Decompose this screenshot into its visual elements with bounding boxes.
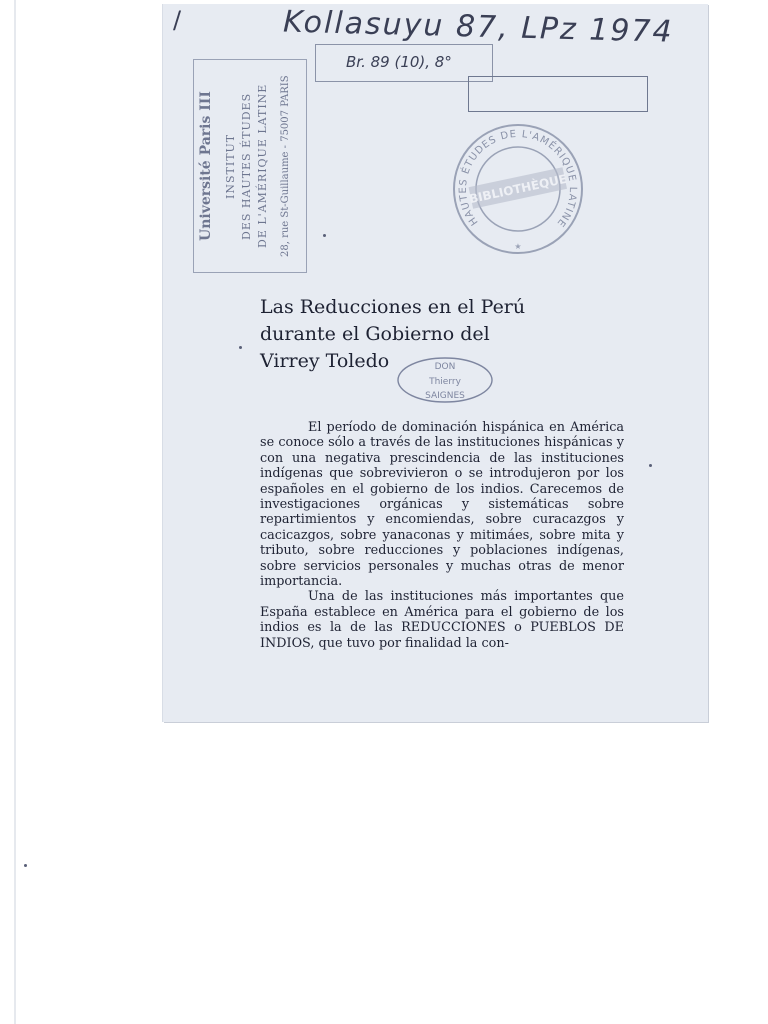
svg-text:★: ★ [514,242,522,251]
round-stamp-ring-text: HAUTES ÉTUDES DE L'AMÉRIQUE LATINE [457,128,579,230]
scan-edge-line [14,0,16,1024]
paragraph-2: Una de las instituciones más importantes que España establece en América para el gobierno de los indios es la de las REDUCCIONES o PUEBLOS DE INDIOS, que tuvo por finalidad la con- [260,589,624,651]
round-stamp-center-text: BIBLIOTHÈQUE [467,171,569,207]
title-line-2: durante el Gobierno del [260,323,490,345]
paragraph-1: El período de dominación hispánica en América se conoce sólo a través de las instituciones hispánicas y con una negativa prescindencia de las instituciones indígenas que sobrevivieron o se introdujeron por los españoles en el gobierno de los indios. Carecemos de investigaciones orgánicas y sistemáticas sobre repartimientos y encomiendas, sobre curacazgos y cacicazgos, sobre yanaconas y mitimáes, sobre mita y tributo, sobre reducciones y poblaciones indígenas, sobre servicios personales y muchas otras de menor importancia. [260,420,624,590]
scan-speck [24,864,27,867]
donation-stamp-line-2: Thierry [429,377,461,387]
scan-speck [649,464,652,467]
scan-speck [239,346,242,349]
scanned-page [163,4,708,722]
library-stamp-line-3: DES HAUTES ÉTUDES [240,92,253,240]
donation-stamp-line-1: DON [434,362,456,372]
library-stamp-line-2: INSTITUT [224,133,237,199]
title-line-1: Las Reducciones en el Perú [260,296,526,318]
article-body [260,420,624,651]
donation-stamp-line-3: SAIGNES [425,391,465,401]
library-stamp-line-5: 28, rue St-Guillaume - 75007 PARIS [280,75,291,257]
scan-speck [323,234,326,237]
library-stamp [193,59,307,273]
round-library-stamp [448,119,588,259]
title-line-3: Virrey Toledo [260,350,390,372]
library-stamp-line-4: DE L'AMÉRIQUE LATINE [256,83,269,249]
handwritten-corner-mark: / [173,6,182,34]
empty-label-box [468,76,648,112]
handwritten-header-note: Kollasuyu 87, LPz 1974 [282,4,675,50]
library-stamp-line-1: Université Paris III [198,91,214,241]
call-number-box [315,44,493,82]
donation-stamp [395,354,495,406]
handwritten-call-number: Br. 89 (10), 8° [346,53,452,71]
